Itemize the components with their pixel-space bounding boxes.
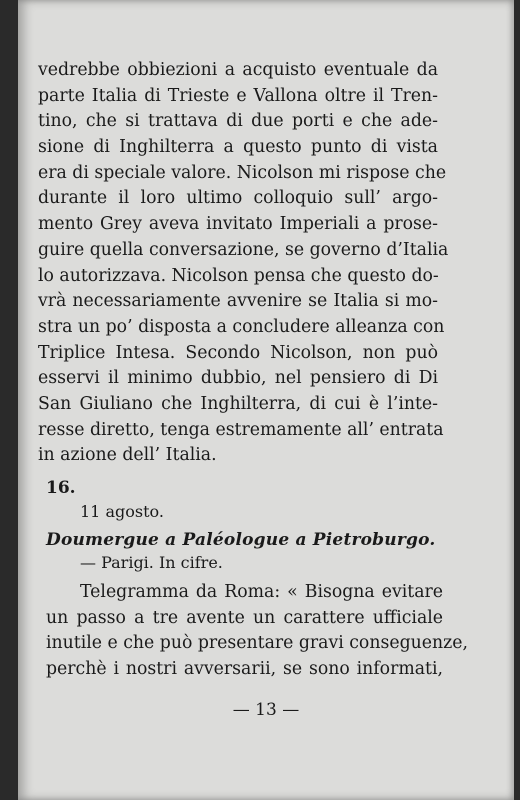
body-text [38,58,449,469]
text-line: parte Italia di Trieste e Vallona oltre il Tren- [38,85,438,106]
text-line: Telegramma da Roma: « Bisogna evitare [80,582,443,602]
text-line: Triplice Intesa. Secondo Nicolson, non può [38,342,438,363]
page-number: — 13 — [232,700,300,720]
text-line: vedrebbe obbiezioni a acquisto eventuale da [38,60,438,80]
text-line: tino, che si trattava di due porti e che ade- [38,111,438,132]
text-line: perchè i nostri avversarii, se sono informati, [46,659,443,680]
text-line: in azione dell’ Italia. [38,445,217,466]
text-line: esservi il minimo dubbio, nel pensiero di Di [38,368,438,389]
text-line: un passo a tre avente un carattere ufficiale [46,607,443,628]
section-number: 16. [46,478,76,498]
book-page [18,0,514,800]
text-line: mento Grey aveva invitato Imperiali a prose- [38,214,438,235]
text-line: resse diretto, tenga estremamente all’ entrata [38,419,444,440]
text-line: era di speciale valore. Nicolson mi rispose che [38,162,447,183]
text-line: vrà necessariamente avvenire se Italia si mo- [38,291,438,312]
text-line: guire quella conversazione, se governo d’Italia [38,239,449,260]
text-line: lo autorizzava. Nicolson pensa che questo do- [38,265,439,286]
text-line: San Giuliano che Inghilterra, di cui è l’inte- [38,393,438,414]
section-date: 11 agosto. [80,502,164,521]
text-line: sione di Inghilterra a questo punto di vista [38,137,438,158]
section-subheading: — Parigi. In cifre. [80,553,223,572]
body-text-2 [46,580,468,683]
section-heading: Doumergue a Paléologue a Pietroburgo. [46,530,436,550]
text-line: durante il loro ultimo colloquio sull’ argo- [38,188,438,209]
text-line: inutile e che può presentare gravi conseguenze, [46,633,468,654]
text-line: stra un po’ disposta a concludere alleanza con [38,316,445,337]
